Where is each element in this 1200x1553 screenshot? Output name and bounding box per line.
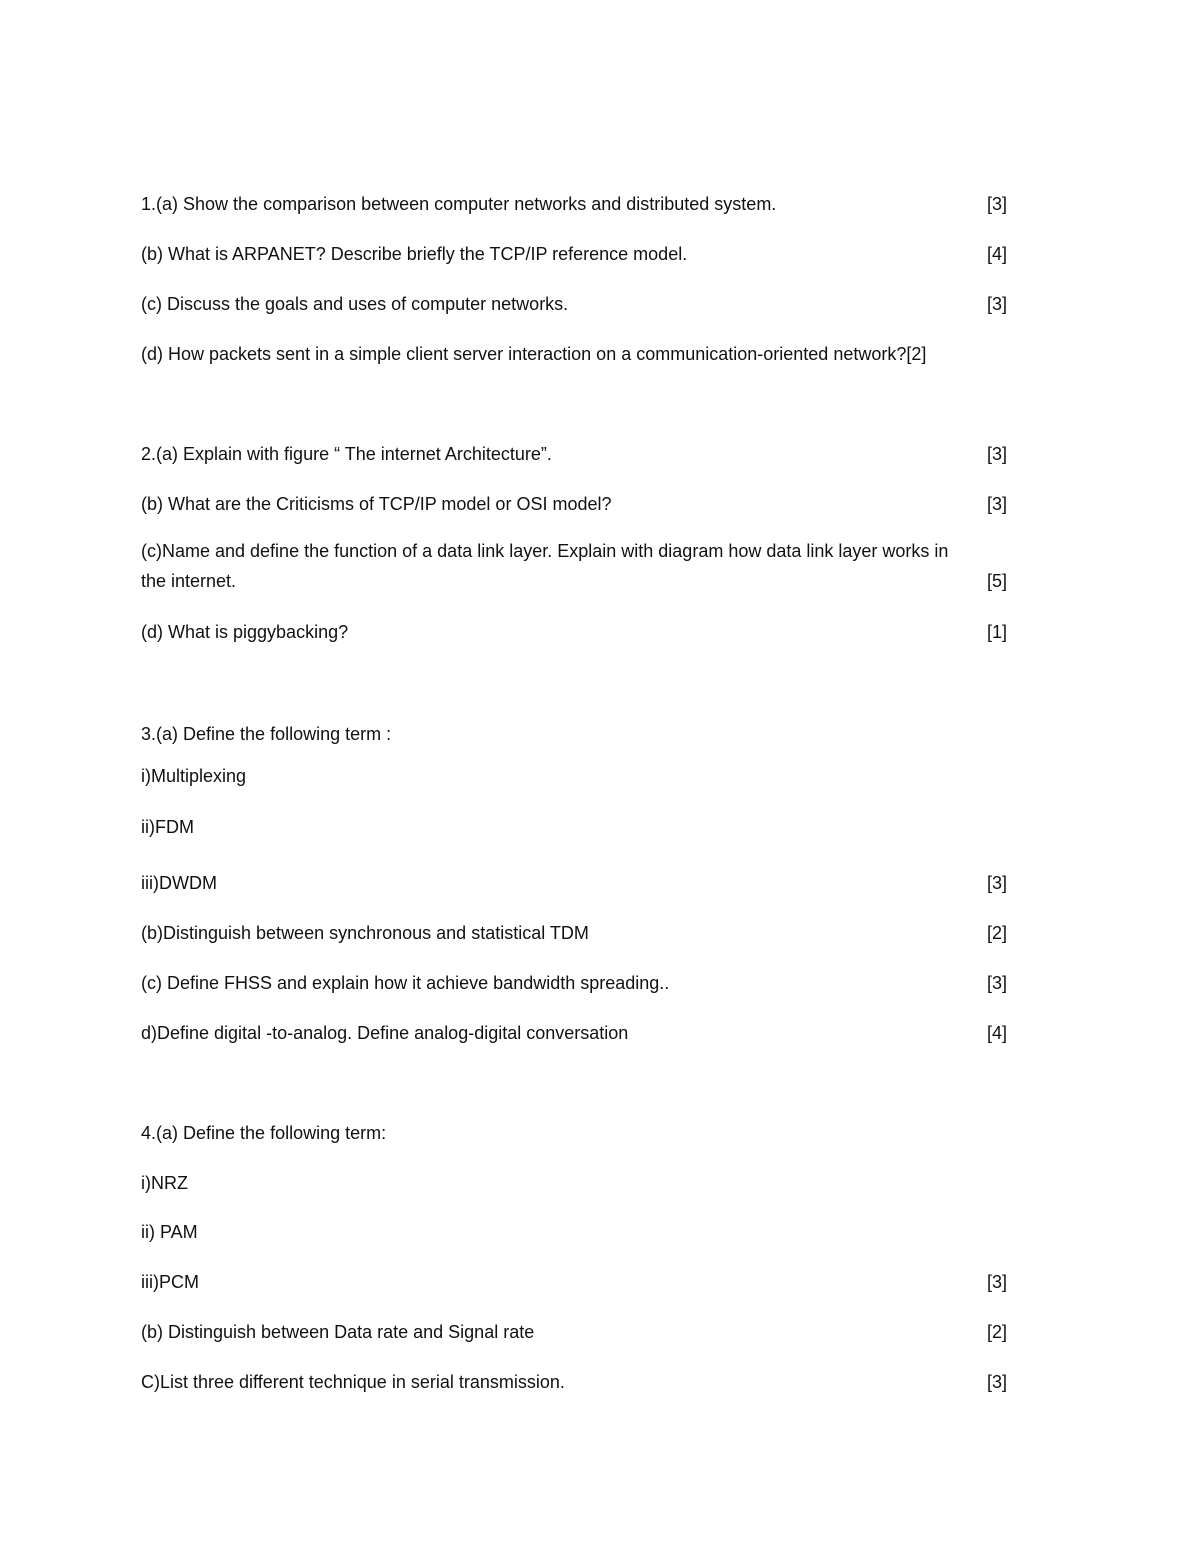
- question-2d-mark: [1]: [987, 622, 1008, 642]
- question-1a-text: 1.(a) Show the comparison between computer networks and distributed system.: [141, 194, 777, 214]
- question-2d-text: (d) What is piggybacking?: [141, 622, 349, 642]
- question-3b-mark: [2]: [987, 923, 1008, 943]
- question-3c-mark: [3]: [987, 973, 1008, 993]
- question-2b-text: (b) What are the Criticisms of TCP/IP model or OSI model?: [141, 494, 612, 514]
- question-1c-mark: [3]: [987, 294, 1008, 314]
- question-3a-mark: [3]: [987, 873, 1008, 893]
- question-2a-text: 2.(a) Explain with figure “ The internet Architecture”.: [141, 444, 552, 464]
- question-3a-item-2: ii)FDM: [141, 817, 194, 837]
- question-4a-item-2: ii) PAM: [141, 1222, 198, 1242]
- question-3a-item-3: iii)DWDM: [141, 873, 217, 893]
- question-3d-text: d)Define digital -to-analog. Define analog-digital conversation: [141, 1023, 629, 1043]
- question-3c-text: (c) Define FHSS and explain how it achieve bandwidth spreading..: [141, 973, 670, 993]
- question-3d-mark: [4]: [987, 1023, 1008, 1043]
- question-1a-mark: [3]: [987, 194, 1008, 214]
- question-4a-item-1: i)NRZ: [141, 1173, 188, 1193]
- question-4b-mark: [2]: [987, 1322, 1008, 1342]
- question-2c-mark: [5]: [987, 571, 1008, 591]
- question-4c-text: C)List three different technique in serial transmission.: [141, 1372, 565, 1392]
- question-4c-mark: [3]: [987, 1372, 1008, 1392]
- question-4a-text: 4.(a) Define the following term:: [141, 1123, 387, 1143]
- question-2c-text: (c)Name and define the function of a data link layer. Explain with diagram how data link layer works in: [141, 541, 949, 561]
- question-3b-text: (b)Distinguish between synchronous and statistical TDM: [141, 923, 589, 943]
- question-1b-text: (b) What is ARPANET? Describe briefly the TCP/IP reference model.: [141, 244, 688, 264]
- question-1c-text: (c) Discuss the goals and uses of computer networks.: [141, 294, 569, 314]
- question-3a-item-1: i)Multiplexing: [141, 766, 247, 786]
- question-4a-mark: [3]: [987, 1272, 1008, 1292]
- question-1d-text: (d) How packets sent in a simple client server interaction on a communication-oriented network?[2]: [141, 344, 927, 364]
- question-4b-text: (b) Distinguish between Data rate and Signal rate: [141, 1322, 535, 1342]
- question-2b-mark: [3]: [987, 494, 1008, 514]
- question-2c-text-continued: the internet.: [141, 571, 237, 591]
- question-4a-item-3: iii)PCM: [141, 1272, 199, 1292]
- question-1b-mark: [4]: [987, 244, 1008, 264]
- question-3a-text: 3.(a) Define the following term :: [141, 724, 392, 744]
- question-2a-mark: [3]: [987, 444, 1008, 464]
